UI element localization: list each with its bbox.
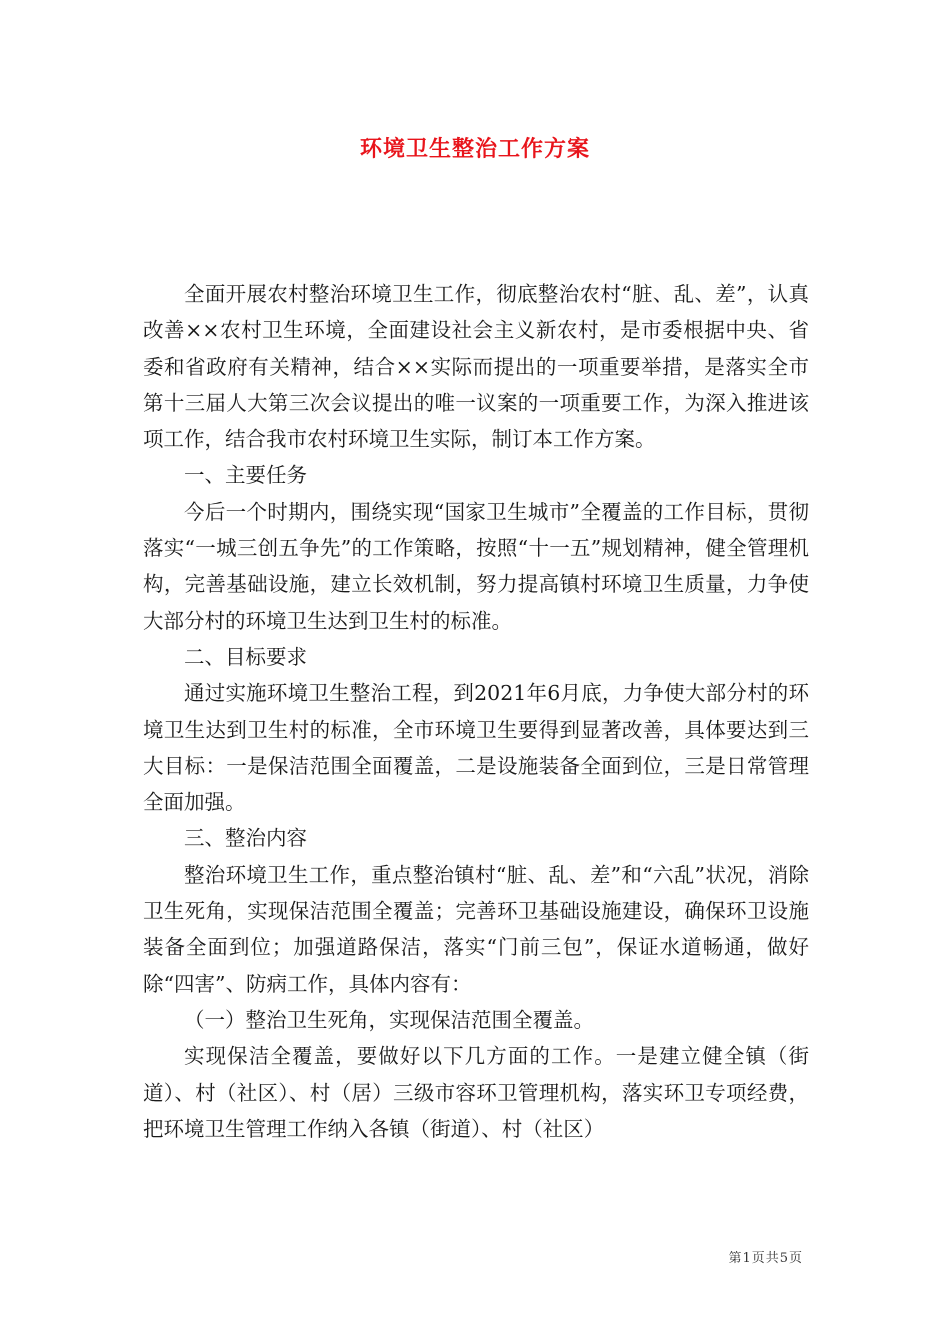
section-heading-goals: 二、目标要求: [184, 644, 307, 669]
paragraph-goals: 通过实施环境卫生整治工程，到2021年6月底，力争使大部分村的环境卫生达到卫生村的标准，全市环境卫生要得到显著改善，具体要达到三大目标：一是保洁范围全面覆盖，二是设施装备全面到位，三是日常管理全面加强。: [143, 681, 809, 815]
paragraph-main-tasks: 今后一个时期内，围绕实现“国家卫生城市”全覆盖的工作目标，贯彻落实“一城三创五争先”的工作策略，按照“十一五”规划精神，健全管理机构，完善基础设施，建立长效机制，努力提高镇村环境卫生质量，力争使大部分村的环境卫生达到卫生村的标准。: [143, 499, 809, 633]
paragraph-intro: 全面开展农村整治环境卫生工作，彻底整治农村“脏、乱、差”，认真改善××农村卫生环境，全面建设社会主义新农村，是市委根据中央、省委和省政府有关精神，结合××实际而提出的一项重要举措，是落实全市第十三届人大第三次会议提出的唯一议案的一项重要工作，为深入推进该项工作，结合我市农村环境卫生实际，制订本工作方案。: [143, 282, 809, 452]
document-body: [143, 276, 809, 1147]
subsection-heading-1: （一）整治卫生死角，实现保洁范围全覆盖。: [184, 1007, 594, 1032]
page-number-footer: 第1页共5页: [728, 1251, 803, 1266]
section-heading-content: 三、整治内容: [184, 826, 307, 851]
section-heading-main-tasks: 一、主要任务: [184, 463, 307, 488]
paragraph-content: 整治环境卫生工作，重点整治镇村“脏、乱、差”和“六乱”状况，消除卫生死角，实现保洁范围全覆盖；完善环卫基础设施建设，确保环卫设施装备全面到位；加强道路保洁，落实“门前三包”，保证水道畅通，做好除“四害”、防病工作，具体内容有：: [143, 862, 809, 996]
paragraph-subsection-1: 实现保洁全覆盖，要做好以下几方面的工作。一是建立健全镇（街道）、村（社区）、村（居）三级市容环卫管理机构，落实环卫专项经费，把环境卫生管理工作纳入各镇（街道）、村（社区）: [143, 1044, 809, 1141]
document-title: 环境卫生整治工作方案: [359, 136, 590, 162]
